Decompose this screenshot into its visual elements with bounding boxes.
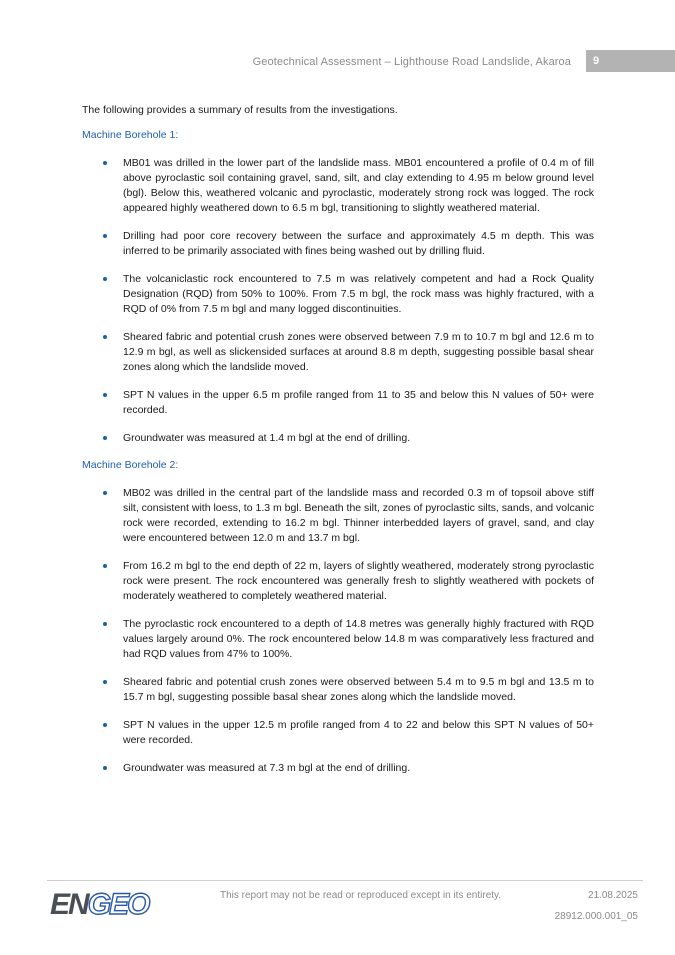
footer-disclaimer: This report may not be read or reproduced except in its entirety. — [220, 890, 502, 901]
section-heading-mb02: Machine Borehole 2: — [82, 459, 179, 471]
footer-divider — [47, 880, 643, 881]
list-item: MB02 was drilled in the central part of the landslide mass and recorded 0.3 m of topsoil above stiff silt, consistent with loess, to 1.3 m bgl. Beneath the silt, zones of pyroclastic silts, sands, and volcanic rock were recorded, extending to 16.2 m bgl. Thinner interbedded layers of gravel, sand, and clay were encountered between 12.0 m and 13.7 m bgl. — [82, 486, 594, 546]
intro-paragraph: The following provides a summary of results from the investigations. — [82, 104, 398, 116]
list-item: SPT N values in the upper 6.5 m profile ranged from 11 to 35 and below this N values of 50+ were recorded. — [82, 388, 594, 418]
list-item: The volcaniclastic rock encountered to 7.5 m was relatively competent and had a Rock Quality Designation (RQD) from 50% to 100%. From 7.5 m bgl, the rock mass was highly fractured, with a RQD of 0% from 7.5 m bgl and many logged discontinuities. — [82, 272, 594, 317]
logo-text-geo: GEO — [87, 888, 149, 921]
page-body — [82, 103, 594, 788]
bullet-list-mb01 — [82, 156, 594, 446]
list-item: MB01 was drilled in the lower part of the landslide mass. MB01 encountered a profile of 0.4 m of fill above pyroclastic soil containing gravel, sand, silt, and clay extending to 4.95 m below ground level (bgl). Below this, weathered volcanic and pyroclastic, moderately strong rock was logged. The rock appeared highly weathered down to 6.5 m bgl, transitioning to slightly weathered material. — [82, 156, 594, 216]
list-item: Sheared fabric and potential crush zones were observed between 5.4 m to 9.5 m bgl and 13.5 m to 15.7 m bgl, suggesting possible basal shear zones along which the landslide moved. — [82, 675, 594, 705]
list-item: Groundwater was measured at 7.3 m bgl at the end of drilling. — [82, 761, 594, 776]
header-title: Geotechnical Assessment – Lighthouse Road Landslide, Akaroa — [252, 56, 571, 68]
footer-date: 21.08.2025 — [587, 890, 638, 901]
section-heading-mb01: Machine Borehole 1: — [82, 129, 179, 141]
list-item: Sheared fabric and potential crush zones were observed between 7.9 m to 10.7 m bgl and 12.6 m to 12.9 m bgl, as well as slickensided surfaces at around 8.8 m depth, suggesting possible basal shear zones along which the landslide moved. — [82, 330, 594, 375]
list-item: From 16.2 m bgl to the end depth of 22 m, layers of slightly weathered, moderately strong pyroclastic rock were present. The rock encountered was generally fresh to slightly weathered with pockets of moderately weathered to completely weathered material. — [82, 559, 594, 604]
logo-text-en: EN — [50, 888, 88, 921]
list-item: SPT N values in the upper 12.5 m profile ranged from 4 to 22 and below this SPT N values of 50+ were recorded. — [82, 718, 594, 748]
bullet-list-mb02 — [82, 486, 594, 776]
list-item: Drilling had poor core recovery between the surface and approximately 4.5 m depth. This was inferred to be primarily associated with fines being washed out by drilling fluid. — [82, 229, 594, 259]
footer-reference: 28912.000.001_05 — [554, 911, 638, 922]
list-item: The pyroclastic rock encountered to a depth of 14.8 metres was generally highly fractured with RQD values largely around 0%. The rock encountered below 14.8 m was comparatively less fractured and had RQD values from 47% to 100%. — [82, 617, 594, 662]
list-item: Groundwater was measured at 1.4 m bgl at the end of drilling. — [82, 431, 594, 446]
page-number-badge: 9 — [586, 50, 675, 72]
engeo-logo — [50, 888, 148, 922]
